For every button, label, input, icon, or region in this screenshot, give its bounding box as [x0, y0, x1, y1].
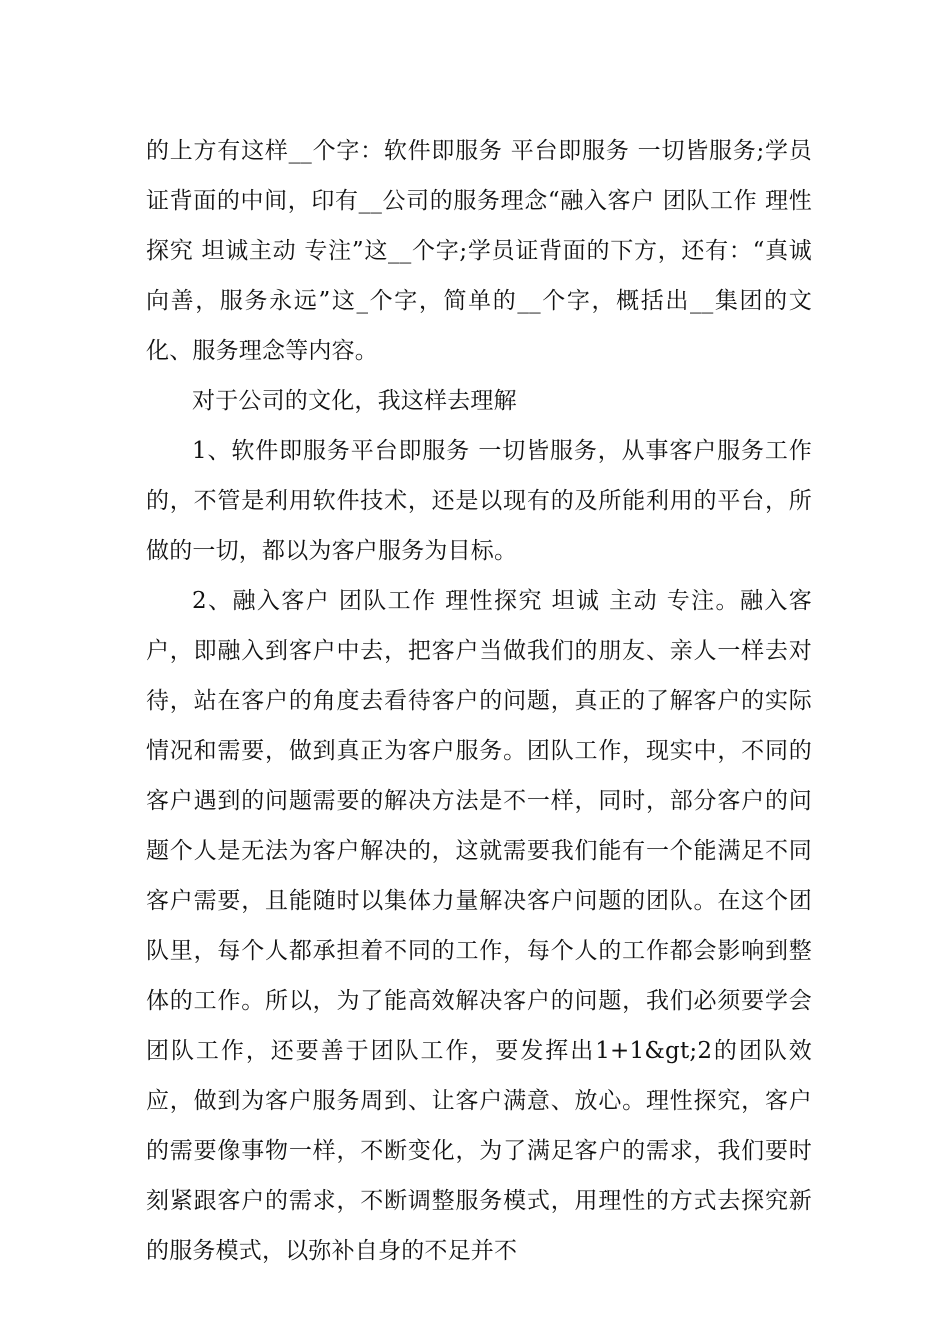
paragraph-2: 对于公司的文化，我这样去理解	[192, 388, 517, 414]
paragraph-3: 1、软件即服务平台即服务 一切皆服务，从事客户服务工作的，不管是利用软件技术，还是以现有的及所能利用的平台，所做的一切，都以为客户服务为目标。	[146, 438, 812, 564]
document-body	[146, 126, 812, 1276]
paragraph-1: 的上方有这样__个字：软件即服务 平台即服务 一切皆服务;学员证背面的中间，印有__公司的服务理念“融入客户 团队工作 理性探究 坦诚主动 专注”这__个字;学员证背面的下方，还有：“真诚向善，服务永远”这_个字，简单的__个字，概括出__集团的文化、服务理念等内容。	[146, 138, 812, 364]
paragraph-4: 2、融入客户 团队工作 理性探究 坦诚 主动 专注。融入客户，即融入到客户中去，把客户当做我们的朋友、亲人一样去对待，站在客户的角度去看待客户的问题，真正的了解客户的实际情况和需要，做到真正为客户服务。团队工作，现实中，不同的客户遇到的问题需要的解决方法是不一样，同时，部分客户的问题个人是无法为客户解决的，这就需要我们能有一个能满足不同客户需要，且能随时以集体力量解决客户问题的团队。在这个团队里，每个人都承担着不同的工作，每个人的工作都会影响到整体的工作。所以，为了能高效解决客户的问题，我们必须要学会团队工作，还要善于团队工作，要发挥出1+1&gt;2的团队效应，做到为客户服务周到、让客户满意、放心。理性探究，客户的需要像事物一样，不断变化，为了满足客户的需求，我们要时刻紧跟客户的需求，不断调整服务模式，用理性的方式去探究新的服务模式，以弥补自身的不足并不	[146, 588, 812, 1264]
